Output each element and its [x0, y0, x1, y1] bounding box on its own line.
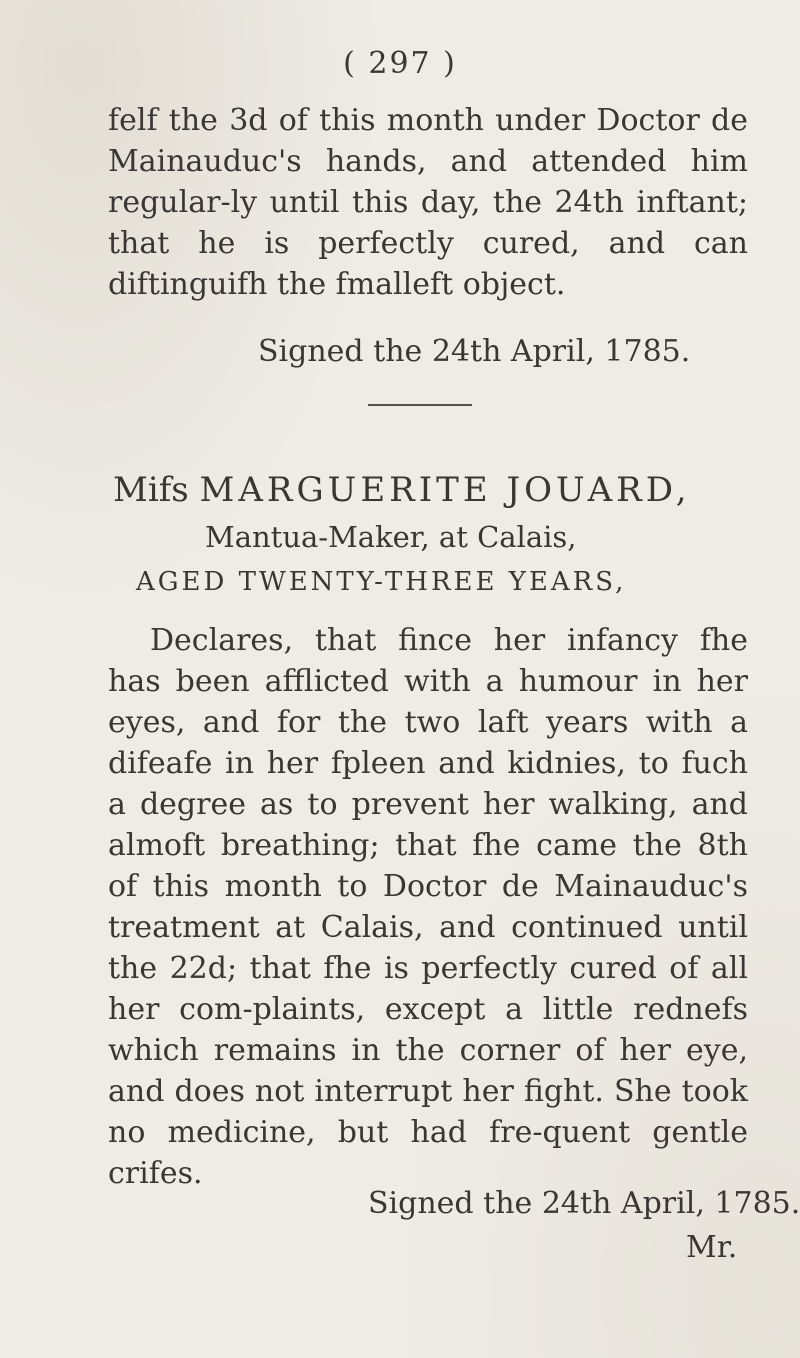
declarant-heading: [113, 470, 691, 510]
declarant-title: Mifs: [113, 470, 189, 510]
declarant-name: MARGUERITE JOUARD,: [199, 470, 691, 510]
signature-line: Signed the 24th April, 1785.: [258, 334, 691, 369]
catchword: Mr.: [686, 1230, 738, 1265]
section-divider: [368, 404, 472, 406]
declarant-occupation: Mantua-Maker, at Calais,: [205, 520, 577, 554]
page-number: ( 297 ): [343, 46, 457, 81]
paragraph-continuation: felf the 3d of this month under Doctor de Mainauduc's hands, and attended him regular-ly until this day, the 24th inftant; that he is perfectly cured, and can diftinguifh the fmalleft object.: [108, 103, 748, 302]
declarant-age: AGED TWENTY-THREE YEARS,: [136, 567, 627, 597]
declaration-paragraph: Declares, that fince her infancy fhe has been afflicted with a humour in her eyes, and for the two laft years with a difeafe in her fpleen and kidnies, to fuch a degree as to prevent her walking, and almoft breathing; that fhe came the 8th of this month to Doctor de Mainauduc's treatment at Calais, and continued until the 22d; that fhe is perfectly cured of all her com-plaints, except a little rednefs which remains in the corner of her eye, and does not interrupt her fight. She took no medicine, but had fre-quent gentle crifes.: [108, 623, 748, 1191]
signature-line-2: Signed the 24th April, 1785.: [368, 1186, 800, 1221]
